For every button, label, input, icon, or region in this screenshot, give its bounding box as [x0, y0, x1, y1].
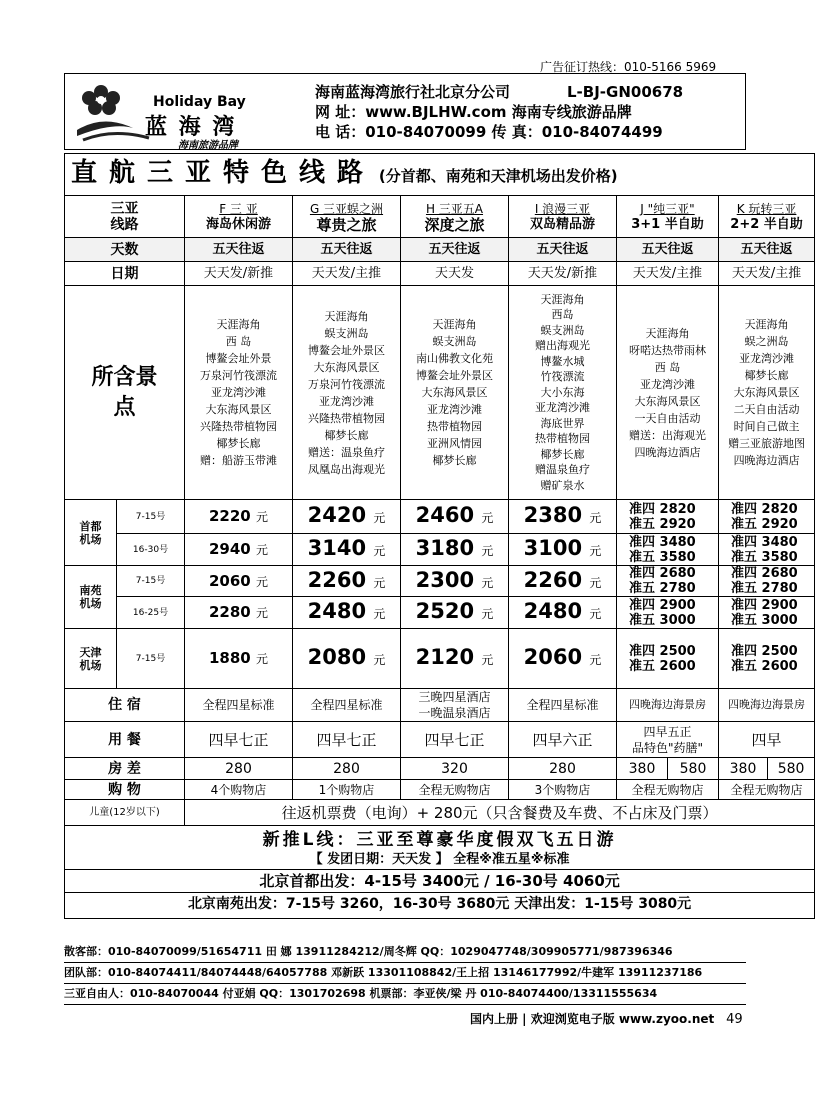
sight-item: 大东海风景区 [313, 360, 380, 374]
grade-price: 准五 3580 [629, 549, 696, 565]
meal-cell [509, 722, 617, 758]
price-value: 2460 [415, 503, 475, 527]
brand-cn: 蓝 海 湾 [145, 115, 237, 140]
shop-cell-text: 全程无购物店 [631, 782, 704, 797]
sight-item: 大东海风景区 [634, 394, 701, 408]
yuan-unit: 元 [373, 544, 386, 558]
route-label-b: 线路 [110, 216, 139, 233]
grade-price: 准四 2680 [731, 566, 798, 581]
price-value: 2060 [523, 645, 583, 669]
room-cell-text: 380 [628, 760, 656, 777]
days-value: 五天往返 [185, 238, 293, 262]
room-cell [617, 758, 668, 780]
route-code: G 三亚蜈之洲 [309, 201, 384, 216]
price-cell [293, 566, 401, 597]
sight-item: 亚龙湾沙滩 [739, 352, 795, 365]
stay-cell-text: 全程四星标准 [202, 698, 275, 712]
row-label: 房 差 [65, 758, 185, 780]
price-value: 2120 [415, 645, 475, 669]
sight-item: 热带植物园 [535, 432, 590, 446]
promo-line: 北京首都出发：4-15号 3400元 / 16-30号 4060元 [65, 870, 814, 893]
row-label: 住 宿 [65, 689, 185, 722]
price-k-cell [719, 534, 815, 566]
price-cell [185, 500, 293, 534]
sight-item: 蜈支洲岛 [324, 326, 369, 340]
sight-item: 蜈之洲岛 [744, 335, 789, 348]
price-cell [401, 629, 509, 689]
yuan-unit: 元 [373, 575, 386, 590]
meal-cell [185, 722, 293, 758]
route-code: K 玩转三亚 [736, 201, 797, 216]
sight-item: 四晚海边酒店 [733, 454, 800, 467]
sight-item: 亚龙湾沙滩 [535, 401, 590, 415]
grade-price: 准四 2680 [629, 566, 696, 581]
contact-line-retail: 散客部：010-84070099/51654711 田 娜 13911284212/周冬辉 QQ：1029047748/309905771/987396346 [64, 942, 746, 963]
price-value: 2260 [307, 567, 367, 592]
days-value: 五天往返 [401, 238, 509, 262]
stay-cell [185, 689, 293, 722]
company-web: 网 址：www.BJLHW.com 海南专线旅游品牌 [315, 103, 632, 121]
date-value: 天天发/主推 [617, 262, 719, 286]
price-value: 3140 [307, 536, 367, 560]
meal-cell-text: 四早七正 [316, 730, 377, 749]
price-value: 2480 [523, 599, 583, 623]
sight-item: 呀喏达热带雨林 [629, 343, 706, 357]
meal-cell [617, 722, 719, 758]
meal-cell [719, 722, 815, 758]
contact-line-group: 团队部：010-84074411/84074448/64057788 邓新跃 13301108842/王上招 13146177992/牛建军 13911237186 [64, 963, 746, 984]
room-cell [719, 758, 768, 780]
grade-price: 准四 2500 [629, 643, 696, 659]
yuan-unit: 元 [255, 543, 268, 557]
grade-price: 准四 2820 [629, 501, 696, 517]
price-j-cell [617, 629, 719, 689]
stay-cell [617, 689, 719, 722]
price-cell [185, 566, 293, 597]
sight-item: 大东海风景区 [733, 386, 800, 399]
sight-item: 西岛 [551, 308, 574, 322]
sight-item: 亚龙湾沙滩 [640, 377, 695, 391]
stay-cell-text: 一晚温泉酒店 [418, 706, 491, 720]
sight-item: 二天自由活动 [733, 403, 800, 416]
price-k-cell [719, 566, 815, 597]
period-label: 16-30号 [117, 534, 185, 566]
sight-item: 热带植物园 [427, 420, 482, 433]
stay-cell-text: 四晚海边海景房 [728, 698, 806, 711]
meal-cell-text: 四早五正 [643, 724, 692, 739]
meal-cell [401, 722, 509, 758]
meal-cell-text: 品特色"药膳" [631, 740, 704, 755]
price-k-cell [719, 629, 815, 689]
promo-line: 【 发团日期：天天发 】 全程※准五星※标准 [65, 851, 814, 870]
yuan-unit: 元 [255, 606, 268, 620]
price-value: 2520 [415, 599, 475, 623]
room-cell [185, 758, 293, 780]
shop-cell [719, 780, 815, 800]
route-name: 尊贵之旅 [316, 215, 377, 234]
airport-label: 首都机场 [65, 500, 117, 566]
meal-cell-text: 四早七正 [208, 730, 269, 749]
yuan-unit: 元 [255, 652, 268, 666]
yuan-unit: 元 [481, 544, 494, 558]
yuan-unit: 元 [589, 653, 602, 667]
shop-cell [185, 780, 293, 800]
room-cell [401, 758, 509, 780]
price-j-cell [617, 566, 719, 597]
grade-price: 准五 2920 [629, 516, 696, 532]
meal-cell [293, 722, 401, 758]
sights-i [509, 286, 617, 500]
price-cell [509, 500, 617, 534]
route-code: F 三 亚 [219, 201, 258, 216]
price-j-cell [617, 597, 719, 629]
meal-cell-text: 四早七正 [424, 730, 485, 749]
period-label: 7-15号 [117, 500, 185, 534]
sight-item: 赠送：温泉鱼疗 [308, 445, 385, 459]
sight-item: 博鳌水城 [540, 354, 585, 368]
route-k [719, 196, 815, 238]
sight-item: 椰梦长廊 [540, 447, 585, 461]
meal-cell-text: 四早六正 [532, 730, 593, 749]
sight-item: 南山佛教文化苑 [416, 352, 493, 365]
grade-price: 准五 2920 [731, 516, 798, 532]
route-code: I 浪漫三亚 [534, 201, 591, 216]
room-cell-text: 280 [333, 760, 360, 777]
price-value: 2260 [523, 567, 583, 592]
sight-item: 亚龙湾沙滩 [211, 386, 266, 399]
price-cell [293, 597, 401, 629]
sight-item: 天涯海角 [645, 326, 690, 340]
grade-price: 准五 2600 [629, 658, 696, 674]
grade-price: 准四 2900 [629, 597, 696, 613]
contact-line-sanya: 三亚自由人：010-84070044 付亚娟 QQ：1301702698 机票部：李亚侠/梁 丹 010-84074400/13311555634 [64, 984, 746, 1005]
sight-item: 一天自由活动 [634, 411, 701, 425]
sights-h [401, 286, 509, 500]
row-label: 用 餐 [65, 722, 185, 758]
company-name: 海南蓝海湾旅行社北京分公司 [315, 83, 511, 101]
days-value: 五天往返 [617, 238, 719, 262]
room-cell-text: 280 [549, 760, 576, 777]
sights-label: 所含景点 [65, 286, 185, 500]
route-name: 3+1 半自助 [631, 216, 704, 232]
price-value: 3100 [523, 536, 583, 560]
sight-item: 天涯海角 [216, 318, 261, 331]
route-j [617, 196, 719, 238]
route-f [185, 196, 293, 238]
price-cell [185, 597, 293, 629]
days-label: 天数 [65, 238, 185, 262]
yuan-unit: 元 [589, 511, 602, 525]
sight-item: 赠矿泉水 [540, 478, 585, 492]
grade-price: 准四 2820 [731, 501, 798, 517]
company-phone: 电 话：010-84070099 传 真：010-84074499 [315, 123, 663, 141]
holiday-bay-logo [73, 78, 303, 151]
price-value: 2060 [209, 571, 251, 590]
room-cell [768, 758, 815, 780]
price-cell [293, 534, 401, 566]
sight-item: 天涯海角 [540, 292, 585, 306]
sight-item: 大小东海 [540, 385, 585, 399]
price-value: 1880 [209, 649, 251, 667]
route-code: J "纯三亚" [640, 201, 695, 216]
sights-f [185, 286, 293, 500]
sight-item: 万泉河竹筏漂流 [308, 377, 385, 391]
route-code: H 三亚五A [425, 201, 484, 216]
sight-item: 博鳌会址外景 [205, 352, 272, 365]
grade-price: 准四 2500 [731, 643, 798, 659]
price-cell [293, 500, 401, 534]
sight-item: 赠温泉鱼疗 [535, 463, 590, 477]
sight-item: 博鳌会址外景区 [416, 369, 493, 382]
yuan-unit: 元 [589, 575, 602, 590]
room-cell-text: 320 [441, 760, 468, 777]
route-name: 双岛精品游 [529, 216, 595, 232]
sight-item: 天涯海角 [432, 318, 477, 331]
price-value: 2380 [523, 503, 583, 527]
price-cell [509, 629, 617, 689]
sight-item: 兴隆热带植物园 [200, 420, 277, 433]
price-value: 2420 [307, 503, 367, 527]
sight-item: 竹筏漂流 [540, 370, 585, 384]
child-price: 往返机票费（电询）+ 280元（只含餐费及车费、不占床及门票） [185, 800, 815, 826]
price-cell [293, 629, 401, 689]
meal-cell-text: 四早 [751, 730, 782, 749]
shop-cell-text: 4个购物店 [210, 782, 267, 797]
price-value: 2080 [307, 645, 367, 669]
date-value: 天天发/新推 [185, 262, 293, 286]
room-cell-text: 580 [777, 760, 805, 777]
price-cell [401, 534, 509, 566]
sight-item: 蜈支洲岛 [432, 335, 477, 348]
yuan-unit: 元 [589, 607, 602, 621]
sight-item: 兴隆热带植物园 [308, 411, 385, 425]
sight-item: 西 岛 [654, 360, 681, 374]
stay-cell [401, 689, 509, 722]
page-footer [470, 1010, 743, 1027]
yuan-unit: 元 [255, 574, 268, 589]
sight-item: 蜈支洲岛 [540, 323, 585, 337]
yuan-unit: 元 [255, 510, 268, 524]
days-value: 五天往返 [293, 238, 401, 262]
contact-block [64, 942, 746, 1005]
sight-item: 椰梦长廊 [744, 369, 789, 382]
sight-item: 椰梦长廊 [324, 428, 369, 442]
yuan-unit: 元 [481, 653, 494, 667]
price-k-cell [719, 500, 815, 534]
sight-item: 赠出海观光 [535, 339, 590, 353]
grade-price: 准五 2780 [731, 581, 798, 596]
sight-item: 大东海风景区 [421, 386, 488, 399]
price-value: 2480 [307, 599, 367, 623]
sight-item: 西 岛 [225, 335, 252, 348]
yuan-unit: 元 [481, 607, 494, 621]
sight-item: 赠三亚旅游地图 [728, 437, 806, 450]
period-label: 16-25号 [117, 597, 185, 629]
promo-line: 新推L线：三亚至尊豪华度假双飞五日游 [262, 830, 617, 850]
stay-cell-text: 三晚四星酒店 [418, 690, 491, 704]
route-g [293, 196, 401, 238]
room-cell [509, 758, 617, 780]
route-name: 2+2 半自助 [730, 216, 803, 232]
grade-price: 准五 3000 [629, 612, 696, 628]
period-label: 7-15号 [117, 566, 185, 597]
sight-item: 天涯海角 [744, 318, 789, 331]
sights-k [719, 286, 815, 500]
date-value: 天天发/主推 [719, 262, 815, 286]
days-value: 五天往返 [719, 238, 815, 262]
shop-cell-text: 1个购物店 [318, 782, 375, 797]
sight-item: 凤凰岛出海观光 [308, 462, 385, 476]
table-title [65, 154, 815, 196]
sight-item: 椰梦长廊 [216, 437, 261, 450]
agency-header [64, 73, 746, 150]
grade-price: 准五 3000 [731, 612, 798, 628]
stay-cell-text: 四晚海边海景房 [629, 698, 706, 711]
date-label: 日期 [65, 262, 185, 286]
route-label-a: 三亚 [110, 200, 139, 217]
stay-cell-text: 全程四星标准 [526, 698, 599, 712]
stay-cell [509, 689, 617, 722]
brand-tag: 海南旅游品牌 [178, 140, 238, 151]
price-cell [185, 534, 293, 566]
price-value: 2280 [209, 603, 251, 621]
yuan-unit: 元 [481, 511, 494, 525]
room-cell [668, 758, 719, 780]
grade-price: 准五 3580 [731, 549, 798, 565]
room-cell [293, 758, 401, 780]
license-number: L-BJ-GN00678 [567, 83, 684, 101]
yuan-unit: 元 [373, 511, 386, 525]
stay-cell [719, 689, 815, 722]
grade-price: 准四 3480 [731, 534, 798, 550]
shop-cell [617, 780, 719, 800]
page-number: 49 [726, 1012, 743, 1027]
stay-cell [293, 689, 401, 722]
price-cell [509, 534, 617, 566]
sight-item: 时间自己做主 [733, 420, 800, 433]
price-value: 3180 [415, 536, 475, 560]
route-label [65, 196, 185, 238]
title-sub: (分首都、南苑和天津机场出发价格) [378, 166, 618, 185]
price-cell [509, 566, 617, 597]
sight-item: 四晚海边酒店 [634, 445, 701, 459]
grade-price: 准四 2900 [731, 597, 798, 613]
shop-cell-text: 全程无购物店 [730, 782, 803, 797]
period-label: 7-15号 [117, 629, 185, 689]
sight-item: 海底世界 [540, 416, 585, 430]
route-name: 深度之旅 [424, 215, 485, 234]
price-cell [185, 629, 293, 689]
price-value: 2940 [209, 540, 251, 558]
price-value: 2220 [209, 507, 251, 525]
sight-item: 亚龙湾沙滩 [427, 403, 482, 416]
route-h [401, 196, 509, 238]
price-cell [401, 566, 509, 597]
price-j-cell [617, 500, 719, 534]
price-cell [401, 597, 509, 629]
date-value: 天天发 [401, 262, 509, 286]
company-info [315, 82, 684, 142]
shop-cell-text: 3个购物店 [534, 782, 591, 797]
price-cell [509, 597, 617, 629]
shop-cell [509, 780, 617, 800]
route-price-table [64, 153, 815, 919]
title-main: 直航三亚特色线路 [71, 157, 376, 188]
airport-label: 南苑机场 [65, 566, 117, 629]
sights-j [617, 286, 719, 500]
yuan-unit: 元 [373, 607, 386, 621]
yuan-unit: 元 [589, 544, 602, 558]
sight-item: 万泉河竹筏漂流 [200, 369, 277, 382]
shop-cell-text: 全程无购物店 [418, 782, 491, 797]
yuan-unit: 元 [373, 653, 386, 667]
grade-price: 准四 3480 [629, 534, 696, 550]
yuan-unit: 元 [481, 575, 494, 590]
price-cell [401, 500, 509, 534]
stay-cell-text: 全程四星标准 [310, 698, 383, 712]
price-j-cell [617, 534, 719, 566]
grade-price: 准五 2780 [629, 581, 696, 596]
grade-price: 准五 2600 [731, 658, 798, 674]
ad-hotline: 广告征订热线：010-5166 5969 [540, 60, 717, 74]
brand-en: Holiday Bay [153, 94, 246, 110]
sight-item: 博鳌会址外景区 [308, 343, 385, 357]
sight-item: 天涯海角 [324, 309, 369, 323]
sights-g [293, 286, 401, 500]
footer-text: 国内上册 | 欢迎浏览电子版 www.zyoo.net [470, 1012, 715, 1026]
sight-item: 赠送：出海观光 [629, 428, 706, 442]
date-value: 天天发/主推 [293, 262, 401, 286]
promo-block [65, 826, 815, 919]
sight-item: 赠：船游玉带滩 [200, 454, 277, 467]
days-value: 五天往返 [509, 238, 617, 262]
flower-logo-icon [73, 78, 153, 144]
promo-line: 北京南苑出发：7-15号 3260，16-30号 3680元 天津出发：1-15号 3080元 [187, 896, 692, 912]
child-label: 儿童(12岁以下) [65, 800, 185, 826]
sight-item: 亚龙湾沙滩 [319, 394, 374, 408]
price-value: 2300 [415, 567, 475, 592]
shop-cell [401, 780, 509, 800]
sight-item: 亚洲风情园 [427, 437, 482, 450]
row-label: 购 物 [65, 780, 185, 800]
room-cell-text: 580 [679, 760, 707, 777]
airport-label: 天津机场 [65, 629, 117, 689]
route-i [509, 196, 617, 238]
shop-cell [293, 780, 401, 800]
sight-item: 椰梦长廊 [432, 454, 477, 467]
room-cell-text: 380 [729, 760, 757, 777]
date-value: 天天发/新推 [509, 262, 617, 286]
room-cell-text: 280 [225, 760, 252, 777]
sight-item: 大东海风景区 [205, 403, 272, 416]
price-k-cell [719, 597, 815, 629]
route-name: 海岛休闲游 [205, 216, 271, 232]
